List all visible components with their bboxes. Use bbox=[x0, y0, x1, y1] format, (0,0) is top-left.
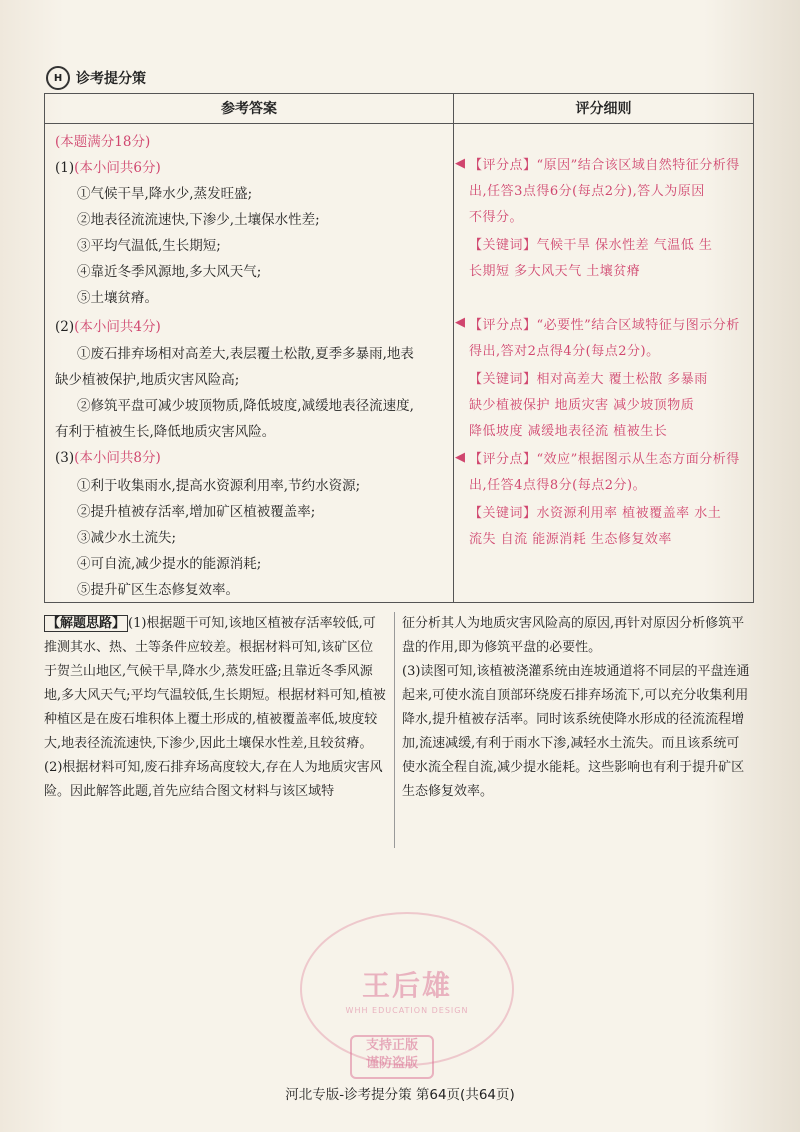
rubric-line: 得出,答对2点得4分(每点2分)。 bbox=[469, 344, 660, 359]
answer-item: ③减少水土流失; bbox=[77, 530, 177, 546]
answer-item: ②地表径流流速快,下渗少,土壤保水性差; bbox=[77, 212, 320, 228]
explanation-paragraph: (3)读图可知,该植被浇灌系统由连坡通道将不同层的平盘连通起来,可使水流自顶部环绕废石排弃场流下,可以充分收集利用降水,提升植被存活率。同时该系统使降水形成的径流流程增加,流速减缓,有利于雨水下渗,减轻水土流失。而且该系统可使水流全程自流,减少提水能耗。这些影响也有利于提升矿区生态修复效率。 bbox=[402, 664, 750, 799]
part-score-note: (本小问共4分) bbox=[74, 319, 161, 335]
answer-item: ④可自流,减少提水的能源消耗; bbox=[77, 556, 262, 572]
part-1-heading bbox=[55, 156, 161, 176]
rubric-line: 出,任答3点得6分(每点2分),答人为原因 bbox=[469, 184, 705, 199]
column-header-answer: 参考答案 bbox=[221, 101, 277, 117]
explanation-paragraph: 征分析其人为地质灾害风险高的原因,再针对原因分析修筑平盘的作用,即为修筑平盘的必要性。 bbox=[402, 616, 745, 655]
explanation-divider bbox=[394, 612, 395, 848]
arrow-left-icon: ◀ bbox=[455, 156, 465, 171]
part-3-heading bbox=[55, 446, 161, 466]
explanation-right-column bbox=[402, 612, 752, 804]
rubric-line: 【评分点】“原因”结合该区域自然特征分析得 bbox=[469, 158, 740, 173]
part-number: (1) bbox=[55, 160, 75, 176]
answer-item: ⑤提升矿区生态修复效率。 bbox=[77, 582, 239, 598]
rubric-line: 【评分点】“必要性”结合区域特征与图示分析 bbox=[469, 318, 740, 333]
page-footer: 河北专版-诊考提分策 第64页(共64页) bbox=[285, 1087, 515, 1103]
page-header bbox=[46, 66, 146, 90]
stamp-line: 谨防盗版 bbox=[365, 1056, 418, 1071]
rubric-line: 【关键词】水资源利用率 植被覆盖率 水土 bbox=[469, 506, 722, 521]
part-number: (3) bbox=[55, 450, 75, 466]
total-score-note: (本题满分18分) bbox=[55, 134, 151, 150]
brand-logo-icon: H bbox=[46, 66, 70, 90]
explanation-left-column bbox=[44, 612, 386, 804]
answer-item: 缺少植被保护,地质灾害风险高; bbox=[55, 372, 240, 388]
answer-item: ③平均气温低,生长期短; bbox=[77, 238, 221, 254]
watermark-subtitle: WHH EDUCATION DESIGN bbox=[345, 1005, 469, 1015]
part-score-note: (本小问共6分) bbox=[74, 160, 161, 176]
answer-item: ④靠近冬季风源地,多大风天气; bbox=[77, 264, 262, 280]
answer-item: 有利于植被生长,降低地质灾害风险。 bbox=[55, 424, 276, 440]
answer-item: ②提升植被存活率,增加矿区植被覆盖率; bbox=[77, 504, 316, 520]
column-header-rubric: 评分细则 bbox=[575, 101, 632, 117]
part-score-note: (本小问共8分) bbox=[74, 450, 161, 466]
part-number: (2) bbox=[55, 319, 75, 335]
rubric-line: 缺少植被保护 地质灾害 减少坡顶物质 bbox=[469, 398, 695, 413]
answer-item: ②修筑平盘可减少坡顶物质,降低坡度,减缓地表径流速度, bbox=[77, 398, 414, 414]
rubric-line: 【评分点】“效应”根据图示从生态方面分析得 bbox=[469, 452, 740, 467]
rubric-line: 【关键词】气候干旱 保水性差 气温低 生 bbox=[469, 238, 713, 253]
rubric-line: 降低坡度 减缓地表径流 植被生长 bbox=[469, 424, 668, 439]
anti-piracy-stamp bbox=[350, 1035, 434, 1079]
explanation-paragraph: (1)根据题干可知,该地区植被存活率较低,可推测其水、热、土等条件应较差。根据材料可知,该矿区位于贺兰山地区,气候干旱,降水少,蒸发旺盛;且靠近冬季风源地,多大风天气;平均气温较低,生长期短。根据材料可知,植被种植区是在废石堆积体上覆土形成的,植被覆盖率低,坡度较大,地表径流流速快,下渗少,因此土壤保水性差,且较贫瘠。 bbox=[44, 616, 386, 751]
answer-item: ①气候干旱,降水少,蒸发旺盛; bbox=[77, 186, 253, 202]
answer-item: ⑤土壤贫瘠。 bbox=[77, 290, 158, 306]
part-2-heading bbox=[55, 315, 161, 335]
answer-table bbox=[44, 93, 754, 603]
table-header-row bbox=[45, 94, 753, 124]
header-title: 诊考提分策 bbox=[76, 71, 146, 87]
watermark-brand: 王后雄 bbox=[361, 968, 452, 1002]
answer-item: ①废石排弃场相对高差大,表层覆土松散,夏季多暴雨,地表 bbox=[77, 346, 414, 362]
column-divider bbox=[453, 94, 454, 602]
answer-item: ①利于收集雨水,提高水资源利用率,节约水资源; bbox=[77, 478, 361, 494]
rubric-line: 流失 自流 能源消耗 生态修复效率 bbox=[469, 532, 672, 547]
rubric-line: 长期短 多大风天气 土壤贫瘠 bbox=[469, 264, 641, 279]
explanation-label: 【解题思路】 bbox=[44, 615, 128, 632]
arrow-left-icon: ◀ bbox=[455, 315, 465, 330]
arrow-left-icon: ◀ bbox=[455, 450, 465, 465]
rubric-line: 【关键词】相对高差大 覆土松散 多暴雨 bbox=[469, 372, 708, 387]
rubric-line: 不得分。 bbox=[469, 210, 524, 225]
rubric-line: 出,任答4点得8分(每点2分)。 bbox=[469, 478, 647, 493]
stamp-line: 支持正版 bbox=[365, 1038, 418, 1053]
explanation-paragraph: (2)根据材料可知,废石排弃场高度较大,存在人为地质灾害风险。因此解答此题,首先应结合图文材料与该区域特 bbox=[44, 760, 383, 799]
